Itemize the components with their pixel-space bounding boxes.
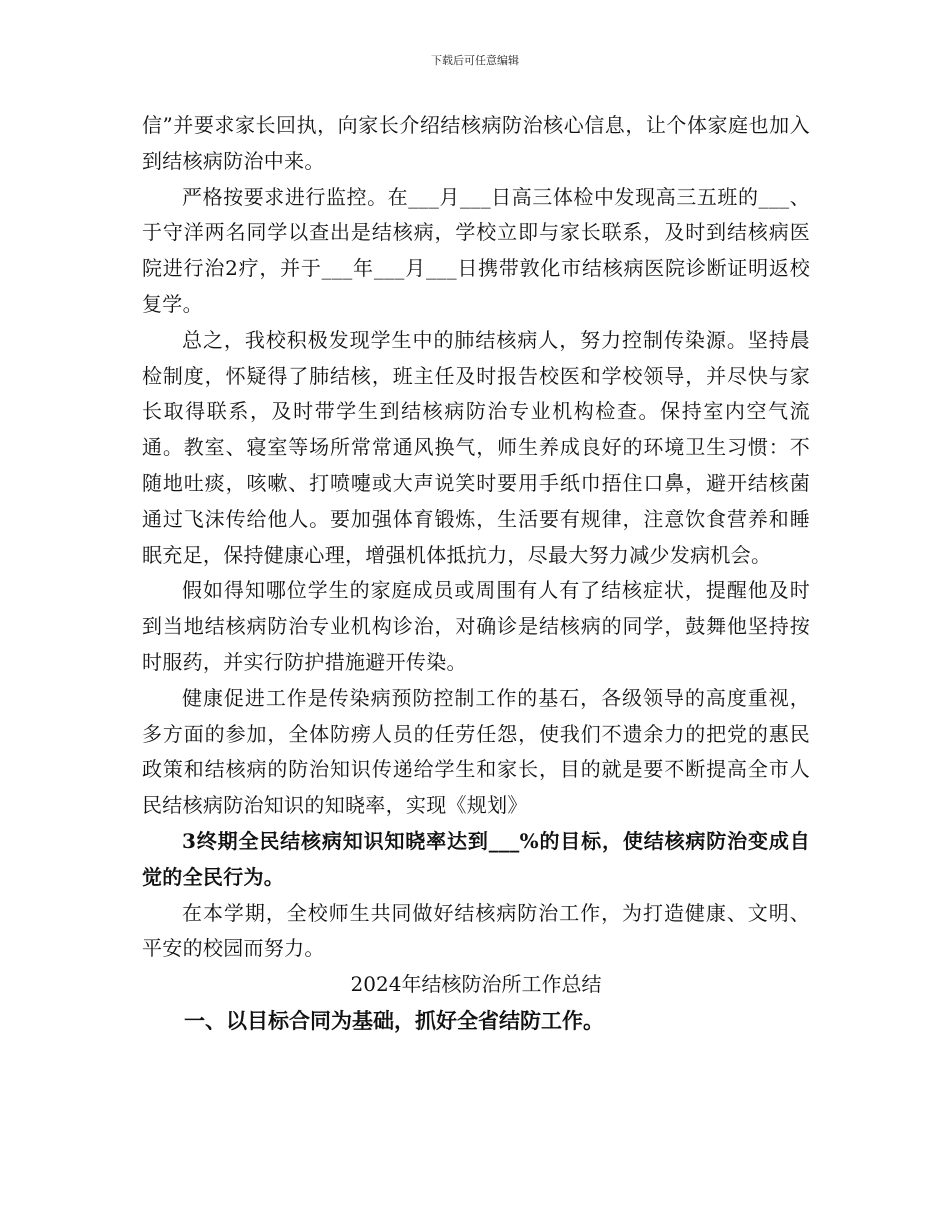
paragraph-awareness-target: 3终期全民结核病知识知晓率达到___%的目标，使结核病防治变成自觉的全民行为。 (142, 828, 810, 889)
section-heading: 一、以目标合同为基础，抓好全省结防工作。 (184, 1007, 604, 1033)
paragraph-health-promotion: 健康促进工作是传染病预防控制工作的基石，各级领导的高度重视，多方面的参加，全体防痨人员的任劳任怨，使我们不遗余力的把党的惠民政策和结核病的防治知识传递给学生和家长，目的就是要不断提高全市人民结核病防治知识的知晓率，实现《规划》 (142, 685, 810, 818)
paragraph-family-symptoms: 假如得知哪位学生的家庭成员或周围有人有了结核症状，提醒他及时到当地结核病防治专业机构诊治，对确诊是结核病的同学，鼓舞他坚持按时服药，并实行防护措施避开传染。 (142, 578, 810, 674)
paragraph-continuation: 信”并要求家长回执，向家长介绍结核病防治核心信息，让个体家庭也加入到结核病防治中来。 (142, 113, 810, 173)
document-title: 2024年结核防治所工作总结 (350, 972, 602, 997)
paragraph-monitoring: 严格按要求进行监控。在___月___日高三体检中发现高三五班的___、于守洋两名同学以查出是结核病，学校立即与家长联系，及时到结核病医院进行治2疗，并于___年___月___日携带敦化市结核病医院诊断证明返校复学。 (142, 184, 810, 316)
paragraph-summary: 总之，我校积极发现学生中的肺结核病人，努力控制传染源。坚持晨检制度，怀疑得了肺结核，班主任及时报告校医和学校领导，并尽快与家长取得联系，及时带学生到结核病防治专业机构检查。保持室内空气流通。教室、寝室等场所常常通风换气，师生养成良好的环境卫生习惯：不随地吐痰，咳嗽、打喷嚏或大声说笑时要用手纸巾捂住口鼻，避开结核菌通过飞沫传给他人。要加强体育锻炼，生活要有规律，注意饮食营养和睡眠充足，保持健康心理，增强机体抵抗力，尽最大努力减少发病机会。 (142, 327, 810, 567)
document-body (142, 108, 810, 1039)
paragraph-semester: 在本学期，全校师生共同做好结核病防治工作，为打造健康、文明、平安的校园而努力。 (142, 900, 810, 961)
page-header: 下载后可任意编辑 (431, 54, 519, 67)
